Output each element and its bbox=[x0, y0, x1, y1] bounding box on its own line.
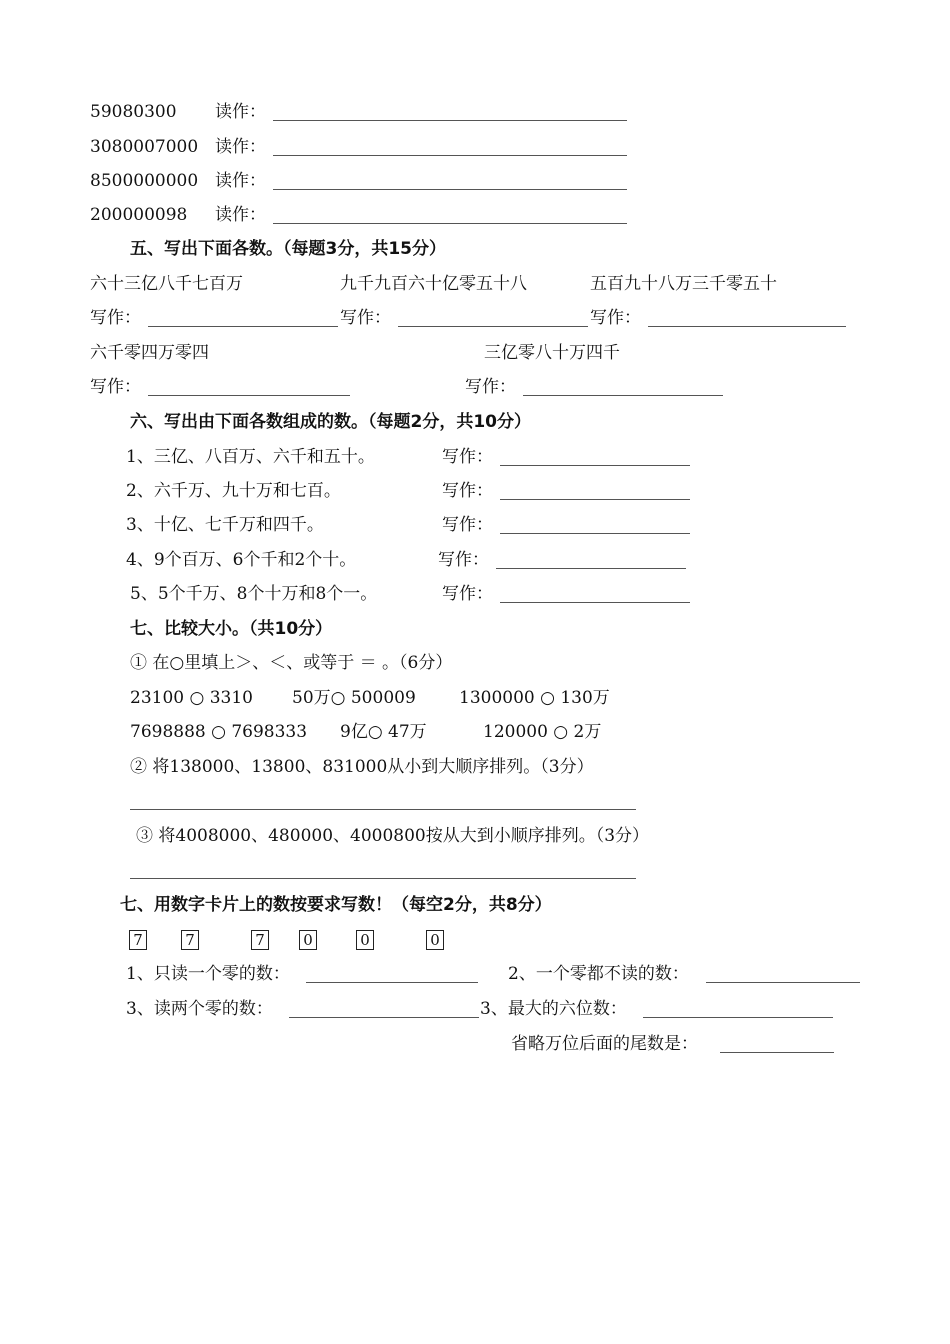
compare-item-1: 23100 ○ 3310 bbox=[130, 688, 253, 708]
answer-line-write-5[interactable] bbox=[523, 395, 723, 396]
section5-item-1: 六十三亿八千七百万 bbox=[90, 274, 243, 294]
card-question-3: 3、读两个零的数： bbox=[126, 999, 273, 1019]
write-label: 写作： bbox=[90, 377, 141, 397]
section6-item-3: 3、十亿、七千万和四千。 bbox=[126, 515, 324, 535]
compare-item-5: 9亿○ 47万 bbox=[340, 722, 427, 742]
answer-line-read-1[interactable] bbox=[273, 120, 627, 121]
write-label: 写作： bbox=[340, 308, 391, 328]
answer-line-card-3[interactable] bbox=[289, 1017, 479, 1018]
answer-line-order-1[interactable] bbox=[130, 809, 636, 810]
write-label: 写作： bbox=[465, 377, 516, 397]
section7-part3: ③ 将4008000、480000、4000800按从大到小顺序排列。（3分） bbox=[136, 826, 650, 846]
write-label: 写作： bbox=[442, 447, 493, 467]
answer-line-card-2[interactable] bbox=[706, 982, 860, 983]
answer-line-read-4[interactable] bbox=[273, 223, 627, 224]
digit-card: 0 bbox=[299, 930, 317, 950]
answer-line-card-4[interactable] bbox=[643, 1017, 833, 1018]
answer-line-compose-1[interactable] bbox=[500, 465, 690, 466]
number-1: 59080300 bbox=[90, 102, 177, 122]
answer-line-card-5[interactable] bbox=[720, 1052, 834, 1053]
section7-title: 七、比较大小。（共10分） bbox=[130, 619, 333, 639]
answer-line-card-1[interactable] bbox=[306, 982, 478, 983]
section8-title: 七、用数字卡片上的数按要求写数！（每空2分，共8分） bbox=[120, 895, 552, 915]
write-label: 写作： bbox=[438, 550, 489, 570]
number-4: 200000098 bbox=[90, 205, 188, 225]
digit-card: 0 bbox=[426, 930, 444, 950]
digit-card: 7 bbox=[129, 930, 147, 950]
answer-line-order-2[interactable] bbox=[130, 878, 636, 879]
number-2: 3080007000 bbox=[90, 137, 199, 157]
answer-line-compose-4[interactable] bbox=[496, 568, 686, 569]
card-question-1: 1、只读一个零的数： bbox=[126, 964, 290, 984]
section6-title: 六、写出由下面各数组成的数。（每题2分，共10分） bbox=[130, 412, 531, 432]
section5-item-4: 六千零四万零四 bbox=[90, 343, 209, 363]
write-label: 写作： bbox=[442, 481, 493, 501]
section5-title: 五、写出下面各数。（每题3分，共15分） bbox=[130, 239, 446, 259]
answer-line-write-3[interactable] bbox=[648, 326, 846, 327]
section6-item-2: 2、六千万、九十万和七百。 bbox=[126, 481, 341, 501]
digit-card: 7 bbox=[181, 930, 199, 950]
section7-part2: ② 将138000、13800、831000从小到大顺序排列。（3分） bbox=[130, 757, 594, 777]
read-label-1: 读作： bbox=[215, 102, 266, 122]
answer-line-read-3[interactable] bbox=[273, 189, 627, 190]
answer-line-compose-2[interactable] bbox=[500, 499, 690, 500]
write-label: 写作： bbox=[442, 515, 493, 535]
answer-line-compose-3[interactable] bbox=[500, 533, 690, 534]
write-label: 写作： bbox=[90, 308, 141, 328]
section5-item-5: 三亿零八十万四千 bbox=[484, 343, 620, 363]
section6-item-5: 5、5个千万、8个十万和8个一。 bbox=[130, 584, 378, 604]
section6-item-4: 4、9个百万、6个千和2个十。 bbox=[126, 550, 357, 570]
write-label: 写作： bbox=[442, 584, 493, 604]
read-label-2: 读作： bbox=[215, 137, 266, 157]
section5-item-3: 五百九十八万三千零五十 bbox=[590, 274, 777, 294]
answer-line-write-4[interactable] bbox=[148, 395, 350, 396]
card-question-2: 2、一个零都不读的数： bbox=[508, 964, 689, 984]
answer-line-compose-5[interactable] bbox=[500, 602, 690, 603]
read-label-3: 读作： bbox=[215, 171, 266, 191]
section7-part1: ① 在○里填上＞、＜、或等于 ＝ 。（6分） bbox=[130, 653, 453, 673]
compare-item-4: 7698888 ○ 7698333 bbox=[130, 722, 308, 742]
write-label: 写作： bbox=[590, 308, 641, 328]
read-label-4: 读作： bbox=[215, 205, 266, 225]
digit-card: 7 bbox=[251, 930, 269, 950]
section5-item-2: 九千九百六十亿零五十八 bbox=[340, 274, 527, 294]
answer-line-write-2[interactable] bbox=[398, 326, 588, 327]
compare-item-3: 1300000 ○ 130万 bbox=[459, 688, 610, 708]
card-question-4: 3、最大的六位数： bbox=[480, 999, 627, 1019]
compare-item-2: 50万○ 500009 bbox=[292, 688, 416, 708]
card-question-5: 省略万位后面的尾数是： bbox=[511, 1034, 698, 1054]
digit-card: 0 bbox=[356, 930, 374, 950]
compare-item-6: 120000 ○ 2万 bbox=[483, 722, 602, 742]
number-3: 8500000000 bbox=[90, 171, 199, 191]
answer-line-read-2[interactable] bbox=[273, 155, 627, 156]
answer-line-write-1[interactable] bbox=[148, 326, 338, 327]
section6-item-1: 1、三亿、八百万、六千和五十。 bbox=[126, 447, 375, 467]
